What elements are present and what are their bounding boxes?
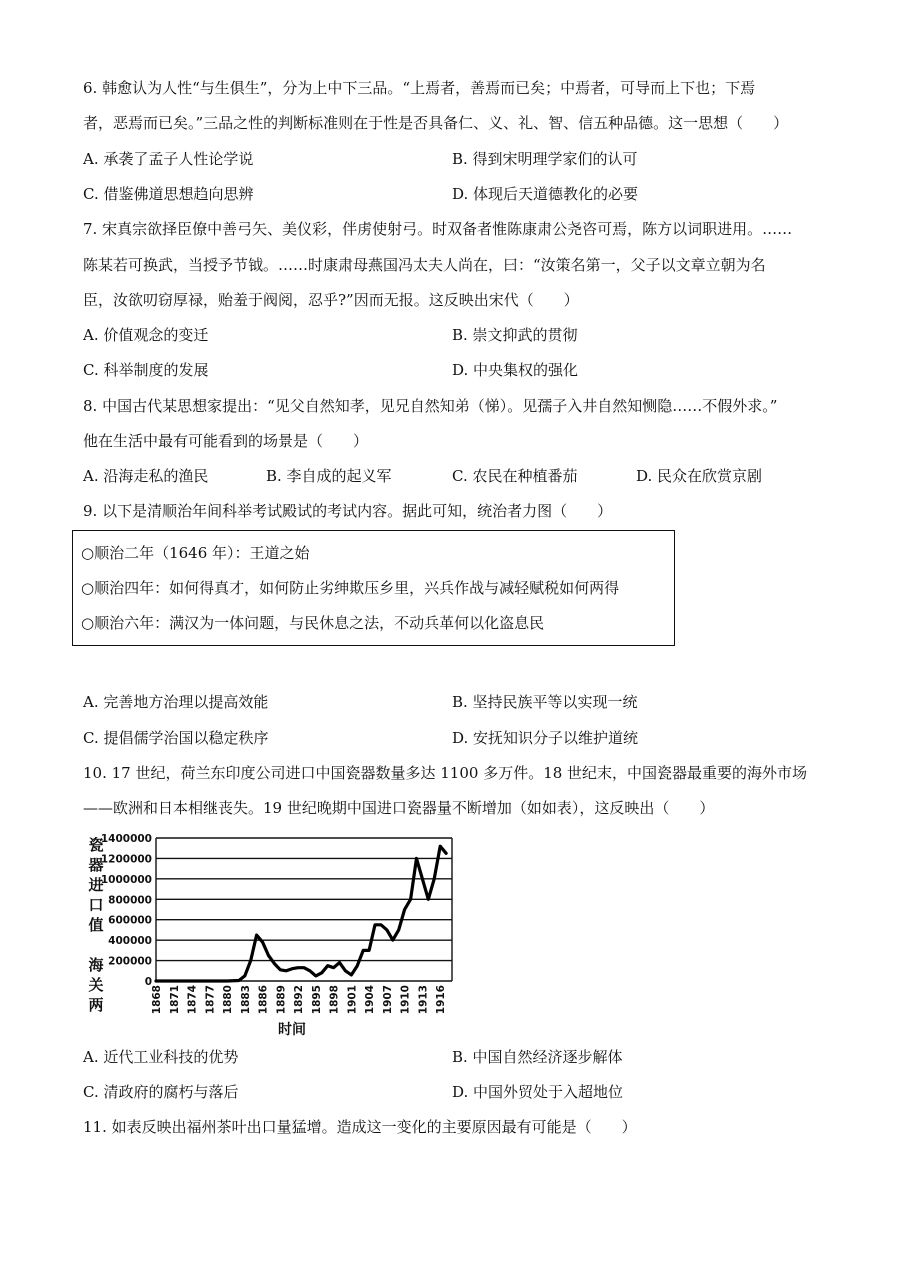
x-tick-label: 1895 <box>310 985 323 1015</box>
q10-option-b[interactable]: B. 中国自然经济逐步解体 <box>452 1048 623 1066</box>
chart-x-tick-labels <box>151 985 447 1014</box>
q7-stem-line3: 臣，汝欲叨窃厚禄，贻羞于阀阅，忍乎?”因而无报。这反映出宋代（ ） <box>83 291 579 309</box>
x-tick-label: 1892 <box>293 985 306 1015</box>
q11-stem-line1: 11. 如表反映出福州茶叶出口量猛增。造成这一变化的主要原因最有可能是（ ） <box>83 1118 637 1136</box>
q8-option-b[interactable]: B. 李自成的起义军 <box>266 467 392 485</box>
x-tick-label: 1904 <box>364 985 377 1015</box>
q10-stem-line2: ——欧洲和日本相继丧失。19 世纪晚期中国进口瓷器量不断增加（如如表），这反映出（ ） <box>83 799 715 817</box>
x-tick-label: 1913 <box>417 985 430 1015</box>
q8-option-a[interactable]: A. 沿海走私的渔民 <box>83 467 209 485</box>
y-tick-label: 600000 <box>108 914 152 927</box>
x-tick-label: 1901 <box>346 985 359 1015</box>
q7-option-a[interactable]: A. 价值观念的变迁 <box>83 326 209 344</box>
q9-box-line2: ○顺治四年：如何得真才，如何防止劣绅欺压乡里，兴兵作战与减轻赋税如何两得 <box>81 579 620 597</box>
x-tick-label: 1898 <box>328 985 341 1015</box>
q8-option-c[interactable]: C. 农民在种植番茄 <box>452 467 578 485</box>
x-tick-label: 1907 <box>381 985 394 1015</box>
q6-stem-line1: 6. 韩愈认为人性“与生俱生”，分为上中下三品。“上焉者，善焉而已矣；中焉者，可导而上下也；下焉 <box>83 79 756 97</box>
y-axis-label-char: 口 <box>88 896 104 914</box>
x-tick-label: 1886 <box>257 985 270 1015</box>
q10-stem-line1: 10. 17 世纪，荷兰东印度公司进口中国瓷器数量多达 1100 多万件。18 世纪末，中国瓷器最重要的海外市场 <box>83 764 808 782</box>
y-tick-label: 800000 <box>108 894 152 907</box>
y-tick-label: 1200000 <box>100 853 152 866</box>
y-axis-label-char: 进 <box>88 876 104 894</box>
q7-stem-line1: 7. 宋真宗欲择臣僚中善弓矢、美仪彩，伴虏使射弓。时双备者惟陈康肃公尧咨可焉，陈方以词职进用。…… <box>83 220 793 238</box>
y-axis-label-char: 值 <box>88 916 104 934</box>
q9-source-box <box>72 530 675 646</box>
q6-option-c[interactable]: C. 借鉴佛道思想趋向思辨 <box>83 185 254 203</box>
y-axis-label-char: 关 <box>88 976 104 994</box>
q6-option-a[interactable]: A. 承袭了孟子人性论学说 <box>83 150 254 168</box>
q7-option-d[interactable]: D. 中央集权的强化 <box>452 361 579 379</box>
chart-gridlines <box>156 838 452 981</box>
q7-option-c[interactable]: C. 科举制度的发展 <box>83 361 209 379</box>
q7-option-b[interactable]: B. 崇文抑武的贯彻 <box>452 326 578 344</box>
q9-option-d[interactable]: D. 安抚知识分子以维护道统 <box>452 729 639 747</box>
q10-option-a[interactable]: A. 近代工业科技的优势 <box>83 1048 239 1066</box>
porcelain-import-chart <box>80 828 470 1038</box>
x-tick-label: 1868 <box>151 985 163 1015</box>
y-tick-label: 1400000 <box>100 833 152 845</box>
chart-x-axis-label: 时间 <box>278 1022 306 1038</box>
q9-option-a[interactable]: A. 完善地方治理以提高效能 <box>83 693 269 711</box>
x-tick-label: 1883 <box>239 985 252 1015</box>
q6-option-d[interactable]: D. 体现后天道德教化的必要 <box>452 185 639 203</box>
q6-stem-line2: 者，恶焉而已矣。”三品之性的判断标准则在于性是否具备仁、义、礼、智、信五种品德。这一思想（ ） <box>83 114 789 132</box>
x-tick-label: 1877 <box>204 985 217 1015</box>
y-tick-label: 400000 <box>108 935 152 948</box>
y-axis-label-char: 瓷 <box>88 836 104 854</box>
q9-stem-line1: 9. 以下是清顺治年间科举考试殿试的考试内容。据此可知，统治者力图（ ） <box>83 502 613 520</box>
x-tick-label: 1916 <box>435 985 448 1015</box>
q9-box-line3: ○顺治六年：满汉为一体问题，与民休息之法，不动兵革何以化盗息民 <box>81 614 545 632</box>
y-tick-label: 1000000 <box>100 873 152 886</box>
x-tick-label: 1871 <box>168 985 181 1015</box>
y-tick-label: 0 <box>144 976 152 988</box>
y-axis-label-char: 海 <box>88 956 104 974</box>
q9-box-line1: ○顺治二年（1646 年）：王道之始 <box>81 544 310 562</box>
q6-option-b[interactable]: B. 得到宋明理学家们的认可 <box>452 150 638 168</box>
x-tick-label: 1880 <box>222 985 235 1015</box>
q10-option-d[interactable]: D. 中国外贸处于入超地位 <box>452 1083 624 1101</box>
y-axis-label-char: 两 <box>88 996 104 1014</box>
x-tick-label: 1910 <box>399 985 412 1015</box>
q8-option-d[interactable]: D. 民众在欣赏京剧 <box>636 467 763 485</box>
q10-option-c[interactable]: C. 清政府的腐朽与落后 <box>83 1083 239 1101</box>
chart-y-tick-labels <box>101 833 152 988</box>
q9-option-c[interactable]: C. 提倡儒学治国以稳定秩序 <box>83 729 269 747</box>
y-axis-label-char: 器 <box>88 856 104 874</box>
q9-option-b[interactable]: B. 坚持民族平等以实现一统 <box>452 693 638 711</box>
q8-stem-line2: 他在生活中最有可能看到的场景是（ ） <box>83 432 369 450</box>
q8-stem-line1: 8. 中国古代某思想家提出：“见父自然知孝，见兄自然知弟（悌）。见孺子入井自然知恻隐……不假外求。” <box>83 397 778 415</box>
q7-stem-line2: 陈某若可换武，当授予节钺。……时康肃母燕国冯太夫人尚在，曰：“汝策名第一，父子以文章立朝为名 <box>83 256 766 274</box>
y-tick-label: 200000 <box>108 955 152 968</box>
x-tick-label: 1889 <box>275 985 288 1015</box>
x-tick-label: 1874 <box>186 985 199 1015</box>
